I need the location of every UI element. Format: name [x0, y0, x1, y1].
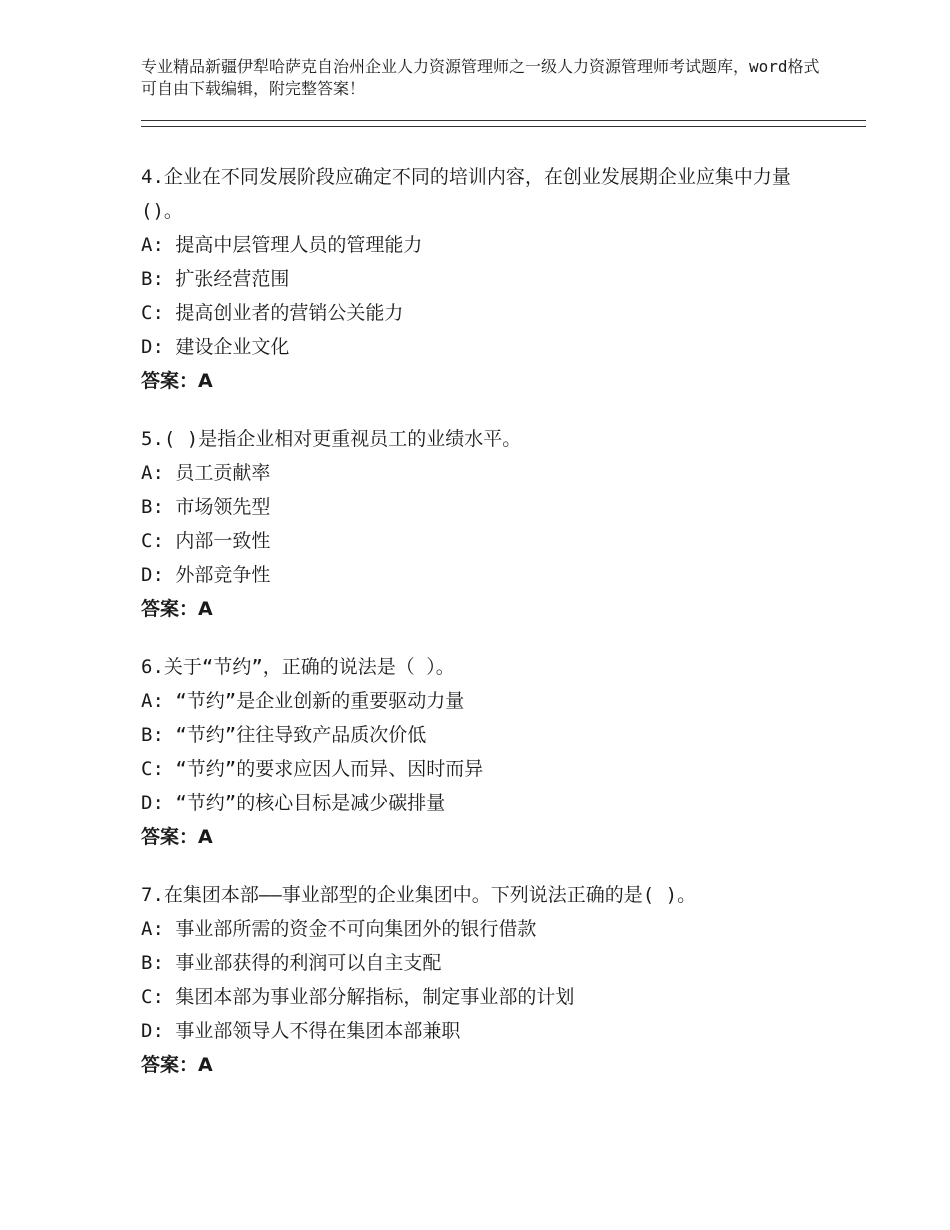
- option-a: A: 事业部所需的资金不可向集团外的银行借款: [141, 918, 537, 940]
- question-6: [141, 650, 831, 854]
- option-b: B: “节约”往往导致产品质次价低: [141, 724, 427, 746]
- option-a: A: “节约”是企业创新的重要驱动力量: [141, 690, 465, 712]
- option-b: B: 扩张经营范围: [141, 268, 290, 290]
- option-c: C: 内部一致性: [141, 530, 271, 552]
- question-stem: 6.关于“节约”，正确的说法是（ ）。: [141, 656, 455, 678]
- question-5: [141, 422, 831, 626]
- question-7: [141, 878, 831, 1082]
- option-c: C: 集团本部为事业部分解指标，制定事业部的计划: [141, 986, 575, 1008]
- header-divider: [141, 120, 866, 127]
- question-stem: 4.企业在不同发展阶段应确定不同的培训内容，在创业发展期企业应集中力量()。: [141, 166, 791, 222]
- option-b: B: 事业部获得的利润可以自主支配: [141, 952, 442, 974]
- option-b: B: 市场领先型: [141, 496, 271, 518]
- option-d: D: 外部竞争性: [141, 564, 271, 586]
- option-d: D: 建设企业文化: [141, 336, 290, 358]
- option-c: C: 提高创业者的营销公关能力: [141, 302, 404, 324]
- answer: 答案：A: [141, 598, 213, 620]
- document-header: 专业精品新疆伊犁哈萨克自治州企业人力资源管理师之一级人力资源管理师考试题库，word格式可自由下载编辑，附完整答案！: [141, 57, 820, 98]
- option-c: C: “节约”的要求应因人而异、因时而异: [141, 758, 484, 780]
- answer: 答案：A: [141, 826, 213, 848]
- option-d: D: 事业部领导人不得在集团本部兼职: [141, 1020, 461, 1042]
- question-stem: 5.( )是指企业相对更重视员工的业绩水平。: [141, 428, 522, 450]
- question-4: [141, 160, 831, 398]
- option-a: A: 提高中层管理人员的管理能力: [141, 234, 423, 256]
- question-list: [141, 160, 831, 1106]
- answer: 答案：A: [141, 1054, 213, 1076]
- question-stem: 7.在集团本部——事业部型的企业集团中。下列说法正确的是( )。: [141, 884, 697, 906]
- answer: 答案：A: [141, 370, 213, 392]
- option-a: A: 员工贡献率: [141, 462, 271, 484]
- option-d: D: “节约”的核心目标是减少碳排量: [141, 792, 446, 814]
